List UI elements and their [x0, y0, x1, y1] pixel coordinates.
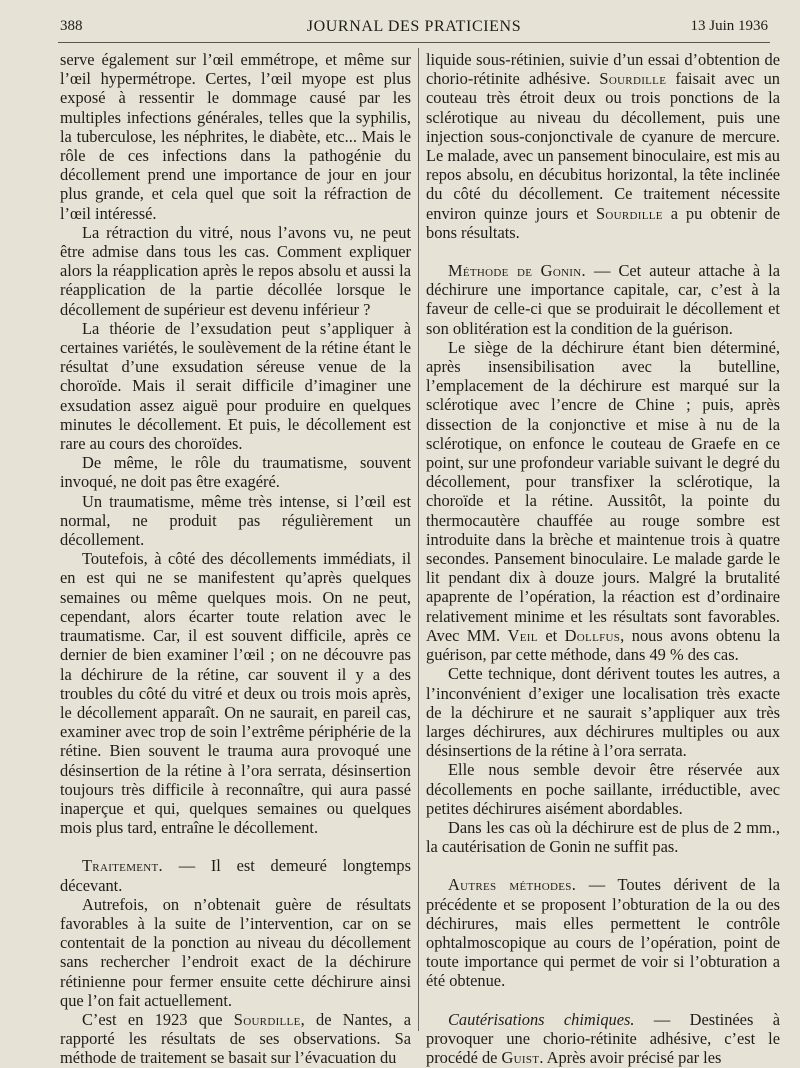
paragraph: La théorie de l’exsudation peut s’appliquer à certaines variétés, le soulèvement de la rétine étant le résultat d’une exsudation séreuse venue de la choroïde. Mais il serait difficile d’imaginer une exsudation assez aiguë pour produire en quelques minutes le décollement. Et puis, le décollement est rare au cours des choroïdes.: [60, 318, 411, 454]
paragraph: serve également sur l’œil emmétrope, et même sur l’œil hypermétrope. Certes, l’œil myope est plus exposé à ressentir le dommage causé par les multiples infections générales, telles que la syphilis, la tuberculose, les néphrites, le diabète, etc... Mais le rôle de ces infections dans la pathogénie du décollement prend une importance de jour en jour plus grande, et cela quel que soit la réfraction de l’œil intéressé.: [60, 50, 411, 223]
page-header: [60, 18, 768, 40]
section-autres-methodes: Autres méthodes. — Toutes dérivent de la précédente et se proposent l’obturation de la ou des déchirures, mais elles permettent le contrôle ophtalmoscopique au cours de l’opération, point de toute importance qui permet de voir si l’obturation a été obtenue.: [426, 875, 780, 991]
author-name: Dollfus: [564, 625, 621, 645]
section-heading: Méthode de Gonin.: [448, 261, 586, 281]
author-name: Sourdille: [596, 203, 663, 223]
header-rule: [58, 42, 770, 43]
page-number: 388: [60, 18, 83, 34]
section-heading: Cautérisations chimiques.: [448, 1009, 635, 1029]
author-name: Veil: [507, 625, 538, 645]
section-heading: Autres méthodes.: [448, 875, 577, 895]
author-name: Guist: [501, 1047, 540, 1067]
author-name: Sourdille: [599, 69, 667, 89]
section-methode-gonin: Méthode de Gonin. — Cet auteur attache à la déchirure une importance capitale, car, c’est à la faveur de celle-ci que se produirait le décollement et son oblitération est la condition de la guérison.: [426, 261, 781, 338]
right-column: [426, 50, 780, 1067]
section-traitement: Traitement. — Il est demeuré longtemps décevant.: [60, 856, 411, 895]
paragraph: La rétraction du vitré, nous l’avons vu, ne peut être admise dans tous les cas. Comment expliquer alors la réapplication après le repos absolu et aussi la réapplication de la partie décollée lorsque le décollement de supérieur est devenu inférieur ?: [60, 222, 411, 319]
paragraph: Un traumatisme, même très intense, si l’œil est normal, ne produit pas régulièrement un décollement.: [60, 491, 411, 550]
paragraph: liquide sous-rétinien, suivie d’un essai d’obtention de chorio-rétinite adhésive. Sourdille faisait avec un couteau très étroit deux ou trois ponctions de la sclérotique au niveau du décollement, puis une injection sous-conjonctivale de cyanure de mercure. Le malade, avec un pansement binoculaire, est mis au repos absolu, en décubitus horizontal, la tête inclinée du côté du décollement. Ce traitement nécessite environ quinze jours et Sourdille a pu obtenir de bons résultats.: [426, 50, 780, 242]
journal-title: JOURNAL DES PRATICIENS: [306, 18, 522, 35]
paragraph: Dans les cas où la déchirure est de plus de 2 mm., la cautérisation de Gonin ne suffit pas.: [426, 817, 780, 857]
paragraph: Elle nous semble devoir être réservée aux décollements en poche saillante, irréductible, avec petites déchirures aisément abordables.: [426, 760, 780, 818]
section-cauterisations: Cautérisations chimiques. — Destinées à provoquer une chorio-rétinite adhésive, c’est le procédé de Guist. Après avoir précisé par les: [426, 1009, 780, 1067]
paragraph: De même, le rôle du traumatisme, souvent invoqué, ne doit pas être exagéré.: [60, 453, 411, 492]
paragraph: Le siège de la déchirure étant bien déterminé, après insensibilisation avec la butelline, l’emplacement de la déchirure est marqué sur la sclérotique avec l’encre de Chine ; puis, après dissection de la conjonctive et mise à nu de la sclérotique, on enfonce le couteau de Graefe en ce point, sur une profondeur variable suivant le degré du décollement, pour transfixer la sclérotique, la choroïde et la rétine. Aussitôt, la pointe du thermocautère chauffée au rouge sombre est introduite dans la brèche et maintenue trois à quatre secondes. Pansement binoculaire. Le malade garde le lit pendant dix à douze jours. Malgré la brutalité apaprente de l’opération, la réaction est d’ordinaire relativement minime et les résultats sont favorables. Avec MM. Veil et Dollfus, nous avons obtenu la guérison, par cette méthode, dans 49 % des cas.: [426, 337, 780, 665]
paragraph: Toutefois, à côté des décollements immédiats, il en est qui ne se manifestent qu’après quelques semaines ou même quelques mois. On ne peut, cependant, alors écarter toute relation avec le traumatisme. Car, il est souvent difficile, après ce dernier de bien examiner l’œil ; on ne découvre pas la déchirure de la rétine, car souvent il y a des troubles du côté du vitré et deux ou trois mois après, le décollement apparaît. On ne saurait, en pareil cas, examiner avec trop de soin l’extrême périphérie de la rétine. Bien souvent le trauma aura provoqué une désinsertion de la rétine à l’ora serrata, désinsertion toujours très difficile à reconnaître, qui aura passé inaperçue et qui, quelques semaines ou quelques mois plus tard, entraîne le décollement.: [60, 549, 411, 838]
author-name: Sourdille: [233, 1009, 301, 1029]
paragraph: C’est en 1923 que Sourdille, de Nantes, a rapporté les résultats de ses observations. Sa méthode de traitement se basait sur l’évacuation du: [60, 1009, 411, 1068]
section-heading: Traitement.: [82, 856, 163, 876]
left-column: [60, 50, 411, 1068]
paragraph: Autrefois, on n’obtenait guère de résultats favorables à la suite de l’intervention, car on se contentait de la ponction au niveau du décollement sans rechercher l’endroit exact de la déchirure rétinienne pour fermer ensuite cette déchirure ainsi que l’on fait actuellement.: [60, 894, 411, 1010]
paragraph: Cette technique, dont dérivent toutes les autres, a l’inconvénient d’exiger une localisation très exacte de la déchirure et ne saurait s’appliquer aux très larges déchirures, aux déchirures multiples ou aux désinsertions de la rétine à l’ora serrata.: [426, 664, 780, 761]
column-divider: [418, 48, 419, 1031]
issue-date: 13 Juin 1936: [690, 18, 768, 34]
